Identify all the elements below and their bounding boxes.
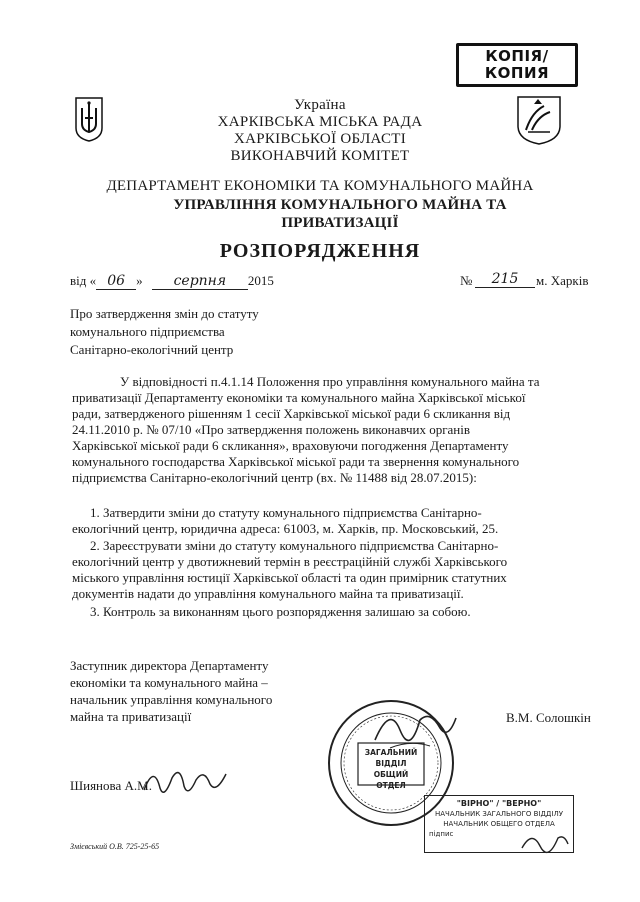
- item2-line2: екологічний центр у двотижневий термін в реєстраційній службі Харківського: [72, 554, 508, 569]
- order-items: [72, 505, 602, 620]
- round-stamp-line2: ВІДДІЛ: [375, 759, 407, 768]
- signatory-title-line2: економіки та комунального майна –: [70, 675, 268, 690]
- signatory-title-line1: Заступник директора Департаменту: [70, 658, 269, 673]
- document-title: РОЗПОРЯДЖЕННЯ: [219, 240, 421, 262]
- copy-stamp-line1: КОПІЯ/: [485, 47, 549, 65]
- item2-line4: документів надати до управління комунального майна та приватизації.: [72, 586, 464, 601]
- department-name: ДЕПАРТАМЕНТ ЕКОНОМІКИ ТА КОМУНАЛЬНОГО МАЙНА: [106, 178, 534, 194]
- item2-line3: міського управління юстиції Харківської області та один примірник статутних: [72, 570, 507, 585]
- number-label: №: [460, 273, 473, 288]
- copy-signature: [520, 828, 570, 856]
- city: м. Харків: [536, 273, 589, 288]
- header-region: ХАРКІВСЬКОЇ ОБЛАСТІ: [233, 131, 407, 147]
- item1-line1: 1. Затвердити зміни до статуту комунального підприємства Санітарно-: [90, 505, 482, 520]
- true-copy-line2: НАЧАЛЬНИК ЗАГАЛЬНОГО ВІДДІЛУ: [435, 810, 563, 818]
- header-country: Україна: [294, 97, 346, 113]
- executor-note: Змієвський О.В. 725-25-65: [70, 842, 160, 851]
- preamble-line1: У відповідності п.4.1.14 Положення про управління комунального майна та: [120, 374, 540, 389]
- header-committee: ВИКОНАВЧИЙ КОМІТЕТ: [230, 148, 410, 164]
- item1-line2: екологічний центр, юридична адреса: 61003, м. Харків, пр. Московський, 25.: [72, 521, 499, 536]
- preamble-paragraph: [72, 374, 602, 486]
- preamble-line2: приватизації Департаменту економіки та комунального майна Харківської міської: [72, 390, 526, 405]
- signatory-name: В.М. Солошкін: [506, 710, 591, 725]
- signatory-title-line4: майна та приватизації: [70, 709, 192, 724]
- preamble-line4: 24.11.2010 р. № 07/10 «Про затвердження положень виконавчих органів: [72, 422, 471, 437]
- true-copy-line3: НАЧАЛЬНИК ОБЩЕГО ОТДЕЛА: [443, 820, 555, 828]
- copy-stamp-line2: КОПИЯ: [484, 64, 550, 82]
- date-month: серпня: [152, 273, 248, 290]
- round-stamp-line1: ЗАГАЛЬНИЙ: [364, 748, 418, 757]
- ukraine-trident-emblem: [74, 96, 104, 142]
- round-stamp-line3: ОБЩИЙ ОТДЕЛ: [373, 770, 409, 790]
- date-number-line: [70, 273, 610, 291]
- item3-line1: 3. Контроль за виконанням цього розпорядження залишаю за собою.: [90, 604, 471, 619]
- item2-line1: 2. Зареєструвати зміни до статуту комунального підприємства Санітарно-: [90, 538, 499, 553]
- subject-line3: Санітарно-екологічний центр: [70, 342, 234, 357]
- division-line1: УПРАВЛІННЯ КОМУНАЛЬНОГО МАЙНА ТА: [173, 197, 507, 213]
- division-line2: ПРИВАТИЗАЦІЇ: [281, 215, 399, 231]
- kharkiv-emblem: [514, 94, 564, 146]
- preamble-line7: підприємства Санітарно-екологічний центр (вх. № 11488 від 28.07.2015):: [72, 470, 477, 485]
- date-year: 2015: [247, 273, 274, 288]
- head-signature: [370, 700, 460, 760]
- approver-signature: [140, 760, 230, 805]
- date-prefix: від «: [70, 273, 97, 288]
- subject-line2: комунального підприємства: [70, 324, 225, 339]
- true-copy-line1: "ВІРНО" / "ВЕРНО": [456, 799, 542, 808]
- date-close: »: [136, 273, 143, 288]
- preamble-line3: ради, затвердженого рішенням 1 сесії Харківської міської ради 6 скликання від: [72, 406, 511, 421]
- preamble-line5: Харківської міської ради 6 скликання», враховуючи погодження Департаменту: [72, 438, 509, 453]
- approver-name: Шиянова А.М.: [70, 778, 152, 793]
- header-council: ХАРКІВСЬКА МІСЬКА РАДА: [217, 114, 423, 130]
- signatory-title-line3: начальник управління комунального: [70, 692, 273, 707]
- copy-stamp: [456, 43, 578, 87]
- date-day: 06: [96, 273, 136, 290]
- subject-line1: Про затвердження змін до статуту: [70, 306, 259, 321]
- true-copy-line4: підпис: [429, 830, 454, 838]
- preamble-line6: комунального господарства Харківської міської ради та звернення комунального: [72, 454, 520, 469]
- document-number: 215: [475, 271, 535, 288]
